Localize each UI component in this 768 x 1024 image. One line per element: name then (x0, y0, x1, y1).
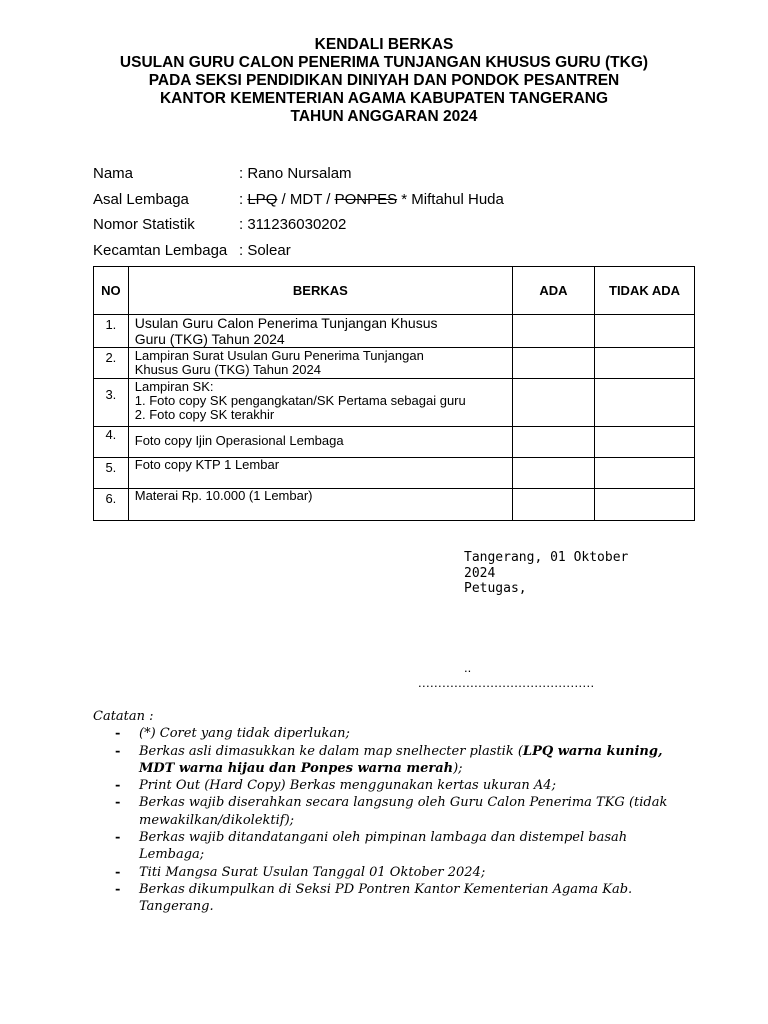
row-number: 5. (94, 458, 129, 489)
asal-lembaga-value (239, 191, 504, 209)
table-row (94, 489, 695, 521)
tidak-ada-cell[interactable] (595, 458, 695, 489)
note-text: Lembaga; (139, 847, 205, 863)
asal-prefix: : (239, 190, 248, 208)
note-bold: MDT warna hijau dan Ponpes warna merah (139, 760, 454, 776)
bullet-dash: - (115, 778, 121, 794)
row-berkas-line: 2. Foto copy SK terakhir (134, 407, 275, 422)
row-berkas: Foto copy Ijin Operasional Lembaga (128, 427, 512, 458)
ada-cell[interactable] (512, 348, 594, 379)
berkas-table (93, 266, 695, 521)
note-bold: LPQ warna kuning, (522, 743, 663, 759)
note-text: Berkas wajib ditandatangani oleh pimpinan lambaga dan distempel basah (139, 830, 628, 846)
bullet-dash: - (115, 743, 121, 759)
row-berkas-line: Lampiran SK: (134, 379, 214, 394)
list-item (93, 743, 673, 778)
row-number: 2. (94, 348, 129, 379)
row-number: 4. (94, 427, 129, 458)
tidak-ada-cell[interactable] (595, 348, 695, 379)
header-tidak-ada: TIDAK ADA (595, 267, 695, 315)
notes-section (93, 708, 673, 916)
note-text: Print Out (Hard Copy) Berkas menggunakan kertas ukuran A4; (139, 778, 556, 794)
table-row (94, 379, 695, 427)
row-number: 3. (94, 379, 129, 427)
tidak-ada-cell[interactable] (595, 379, 695, 427)
ponpes-struck: PONPES (334, 190, 398, 208)
ada-cell[interactable] (512, 379, 594, 427)
list-item (93, 794, 673, 829)
tidak-ada-cell[interactable] (595, 315, 695, 348)
bullet-dash: - (115, 881, 121, 897)
row-berkas-line: 1. Foto copy SK pengangkatan/SK Pertama sebagai guru (134, 393, 466, 408)
document-title (0, 36, 768, 126)
bullet-dash: - (115, 795, 121, 811)
petugas-label: Petugas, (464, 581, 527, 596)
nomor-statistik-value: : 311236030202 (239, 216, 347, 233)
list-item (93, 829, 673, 864)
bullet-dash: - (115, 864, 121, 880)
header-no: NO (94, 267, 129, 315)
title-line-2: USULAN GURU CALON PENERIMA TUNJANGAN KHUSUS GURU (TKG) (119, 54, 649, 71)
row-berkas-line: Guru (TKG) Tahun 2024 (134, 330, 285, 347)
note-text: Berkas dikumpulkan di Seksi PD Pontren Kantor Kementerian Agama Kab. (139, 881, 633, 897)
asal-lembaga-label: Asal Lembaga (93, 190, 189, 208)
note-text: Berkas asli dimasukkan ke dalam map snelhecter plastik ( (139, 743, 523, 759)
title-line-4: KANTOR KEMENTERIAN AGAMA KABUPATEN TANGERANG (159, 90, 609, 107)
nomor-statistik-label: Nomor Statistik (93, 216, 195, 233)
table-row (94, 348, 695, 379)
notes-list (93, 725, 673, 915)
nama-label: Nama (93, 165, 134, 182)
signature-dots-short: .. (464, 660, 472, 675)
note-text: ); (453, 760, 463, 776)
row-berkas: Materai Rp. 10.000 (1 Lembar) (128, 489, 512, 521)
signature-line: ............................................ (418, 675, 595, 690)
note-text: Tangerang. (139, 899, 214, 915)
row-berkas (128, 315, 512, 348)
bullet-dash: - (115, 726, 121, 742)
row-berkas (128, 379, 512, 427)
table-header-row (94, 267, 695, 315)
header-berkas: BERKAS (128, 267, 512, 315)
row-number: 6. (94, 489, 129, 521)
list-item (93, 881, 673, 916)
table-row (94, 458, 695, 489)
list-item (93, 777, 673, 794)
place-date-line-2: 2024 (464, 565, 496, 581)
note-text: Berkas wajib diserahkan secara langsung oleh Guru Calon Penerima TKG (tidak (139, 795, 668, 811)
title-line-1: KENDALI BERKAS (314, 36, 454, 53)
notes-heading: Catatan : (93, 709, 154, 724)
list-item (93, 725, 673, 742)
lpq-struck: LPQ (247, 190, 278, 208)
row-berkas: Foto copy KTP 1 Lembar (128, 458, 512, 489)
title-line-3: PADA SEKSI PENDIDIKAN DINIYAH DAN PONDOK PESANTREN (148, 72, 620, 89)
ada-cell[interactable] (512, 315, 594, 348)
row-number: 1. (94, 315, 129, 348)
row-berkas-line: Lampiran Surat Usulan Guru Penerima Tunjangan (134, 348, 424, 363)
kecamatan-label: Kecamtan Lembaga (93, 241, 228, 259)
title-line-5: TAHUN ANGGARAN 2024 (290, 108, 478, 125)
list-item (93, 864, 673, 881)
asal-name: * Miftahul Huda (397, 190, 504, 208)
ada-cell[interactable] (512, 427, 594, 458)
row-berkas-line: Khusus Guru (TKG) Tahun 2024 (134, 362, 321, 377)
kecamatan-value: : Solear (239, 241, 291, 259)
note-text: mewakilkan/dikolektif); (139, 812, 295, 828)
note-text: (*) Coret yang tidak diperlukan; (139, 726, 350, 742)
ada-cell[interactable] (512, 489, 594, 521)
table-row (94, 427, 695, 458)
nama-value: : Rano Nursalam (239, 165, 352, 182)
tidak-ada-cell[interactable] (595, 427, 695, 458)
asal-mdt: / MDT / (277, 190, 335, 208)
table-row (94, 315, 695, 348)
bullet-dash: - (115, 830, 121, 846)
place-date-line-1: Tangerang, 01 Oktober (464, 550, 629, 565)
ada-cell[interactable] (512, 458, 594, 489)
row-berkas-line: Usulan Guru Calon Penerima Tunjangan Khusus (134, 315, 438, 331)
header-ada: ADA (512, 267, 594, 315)
signature-block (464, 550, 628, 597)
row-berkas (128, 348, 512, 379)
note-text: Titi Mangsa Surat Usulan Tanggal 01 Oktober 2024; (139, 864, 486, 880)
tidak-ada-cell[interactable] (595, 489, 695, 521)
